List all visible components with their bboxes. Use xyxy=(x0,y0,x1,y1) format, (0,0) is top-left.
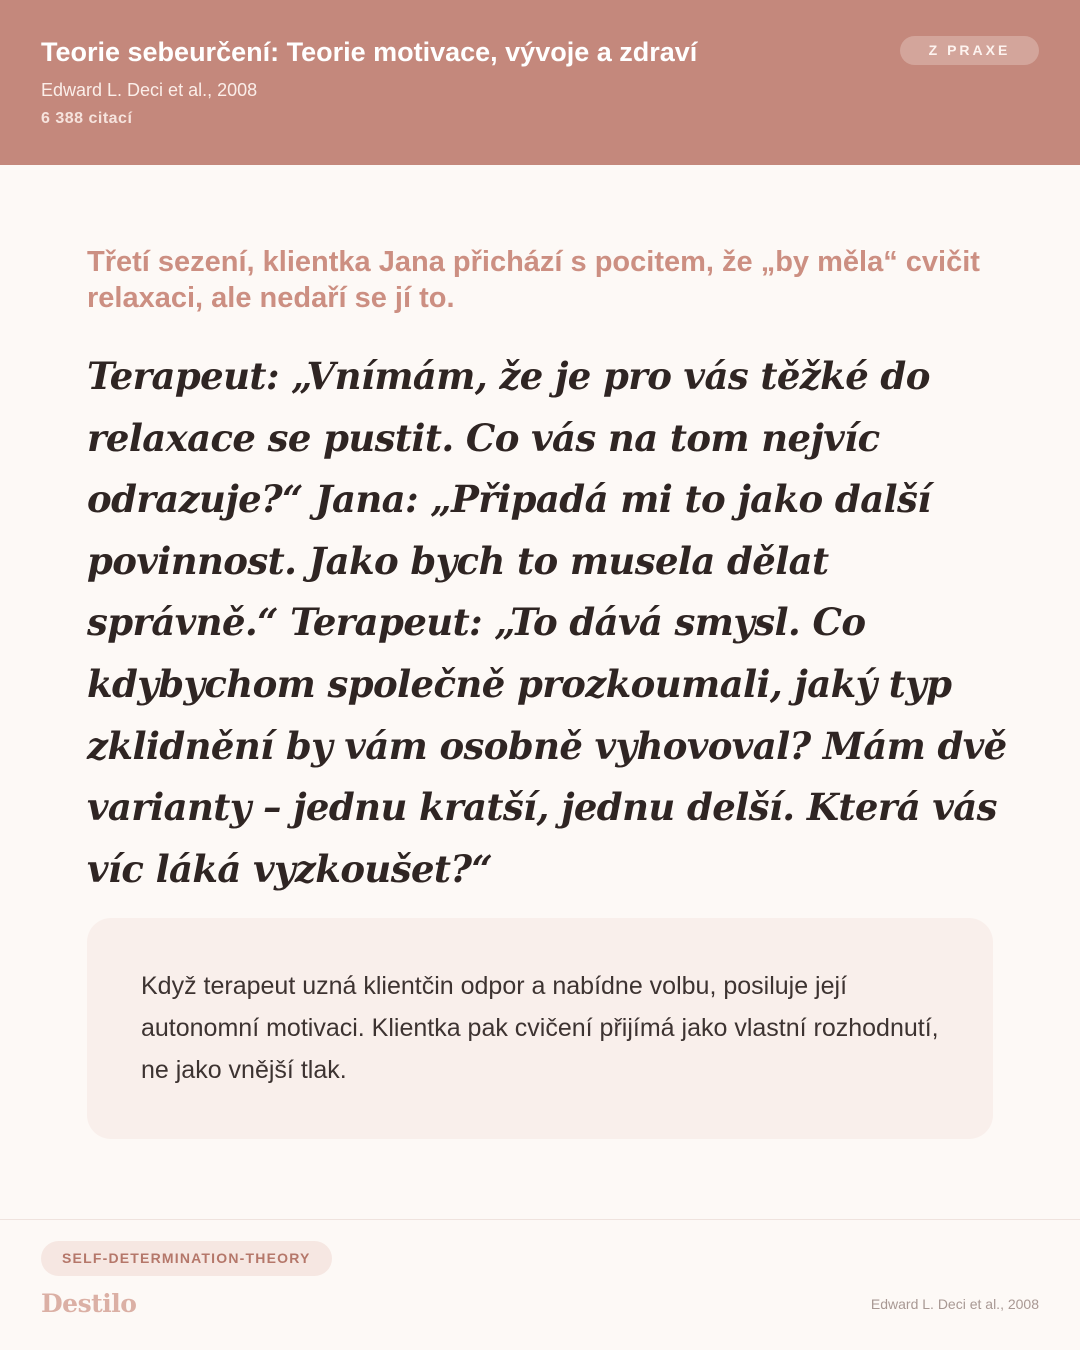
explanation-text: Když terapeut uzná klientčin odpor a nabídne volbu, posiluje její autonomní motivaci. Klientka pak cvičení přijímá jako vlastní rozhodnutí, ne jako vnější tlak. xyxy=(141,972,939,1084)
header-banner xyxy=(0,0,1080,165)
category-badge: Z PRAXE xyxy=(900,36,1039,65)
footer-divider xyxy=(0,1219,1080,1220)
paper-author: Edward L. Deci et al., 2008 xyxy=(41,80,258,100)
paper-title: Teorie sebeurčení: Teorie motivace, vývoje a zdraví xyxy=(41,37,698,67)
dialogue-quote: Terapeut: „Vnímám, že je pro vás těžké do relaxace se pustit. Co vás na tom nejvíc odrazuje?“ Jana: „Připadá mi to jako další povinnost. Jako bych to musela dělat správně.“ Terapeut: „To dává smysl. Co kdybychom společně prozkoumali, jaký typ zklidnění by vám osobně vyhovoval? Mám dvě varianty – jednu kratší, jednu delší. Která vás víc láká vyzkoušet?“ xyxy=(87,354,1007,891)
explanation-card xyxy=(87,918,993,1139)
citation-count: 6 388 citací xyxy=(41,110,133,127)
topic-tag[interactable]: SELF-DETERMINATION-THEORY xyxy=(41,1241,332,1276)
scenario-intro: Třetí sezení, klientka Jana přichází s pocitem, že „by měla“ cvičit relaxaci, ale nedaří se jí to. xyxy=(87,246,980,314)
brand-logo: Destilo xyxy=(41,1289,137,1318)
footer-citation: Edward L. Deci et al., 2008 xyxy=(870,1296,1039,1312)
